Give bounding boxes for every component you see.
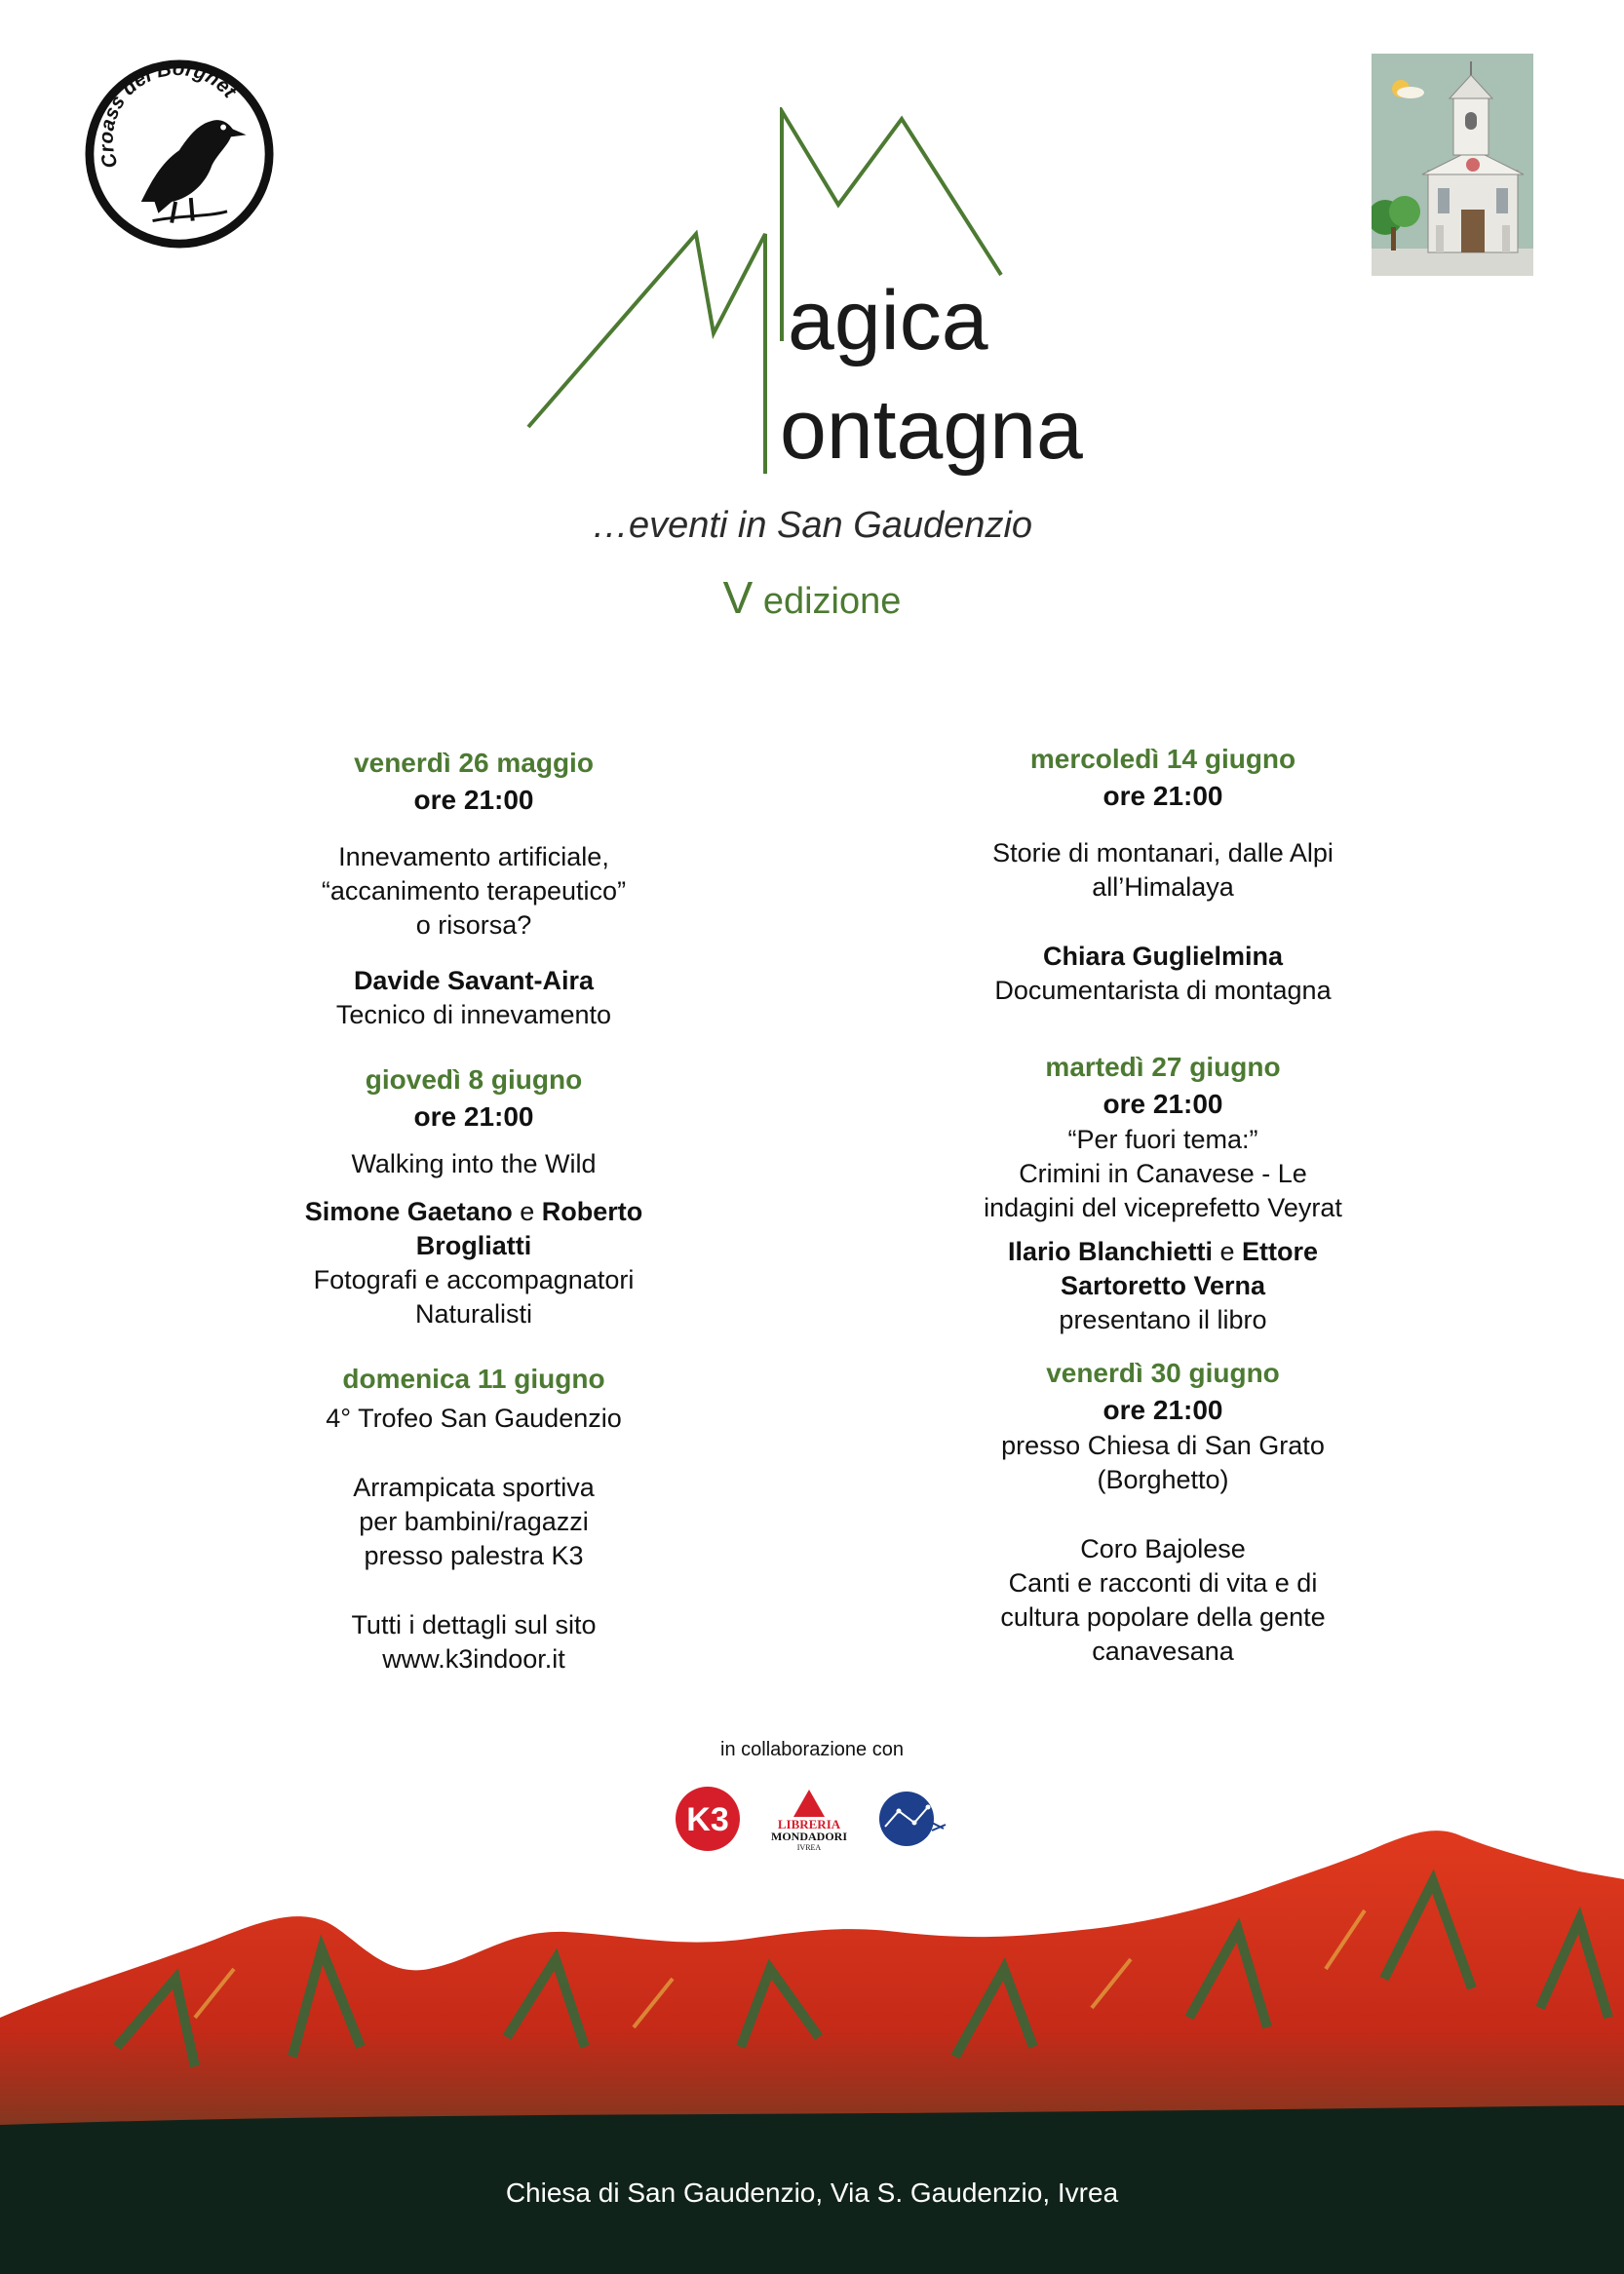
event-block-30-giugno xyxy=(909,1355,1416,1669)
footer-address: Chiesa di San Gaudenzio, Via S. Gaudenzio, Ivrea xyxy=(505,2178,1119,2208)
event-role: Tecnico di innevamento xyxy=(335,1000,612,1029)
event-speakers xyxy=(220,1195,727,1229)
k3-logo-text: K3 xyxy=(686,1801,729,1838)
event-block-11-giugno xyxy=(220,1361,727,1677)
event-desc-line: presso palestra K3 xyxy=(364,1541,584,1570)
event-desc-line: per bambini/ragazzi xyxy=(359,1507,589,1536)
event-title-line: “accanimento terapeutico” xyxy=(321,876,627,906)
event-role: presentano il libro xyxy=(1059,1305,1267,1334)
event-title-line: o risorsa? xyxy=(415,910,532,940)
event-speaker: Chiara Guglielmina xyxy=(1042,942,1284,971)
speaker-conjunction: e xyxy=(520,1197,535,1226)
event-title-line: “Per fuori tema:” xyxy=(1067,1125,1258,1154)
event-role: Documentarista di montagna xyxy=(994,976,1332,1005)
title-word-magica: agica xyxy=(788,274,988,367)
event-title-line: Storie di montanari, dalle Alpi xyxy=(992,838,1334,867)
church-illustration xyxy=(1372,54,1533,276)
event-desc-line: Tutti i dettagli sul sito xyxy=(351,1610,597,1639)
event-block-26-maggio xyxy=(220,745,727,1032)
event-block-8-giugno xyxy=(220,1061,727,1331)
speaker-name: Roberto xyxy=(541,1197,643,1226)
event-location-line: (Borghetto) xyxy=(1097,1465,1229,1494)
event-desc-line: Canti e racconti di vita e di xyxy=(1008,1568,1318,1598)
event-location-line: presso Chiesa di San Grato xyxy=(1001,1431,1325,1460)
event-date: giovedì 8 giugno xyxy=(365,1064,583,1095)
mondadori-logo-text: MONDADORI xyxy=(771,1830,847,1843)
event-block-14-giugno xyxy=(909,741,1416,1008)
k3-logo xyxy=(676,1787,740,1851)
event-date: domenica 11 giugno xyxy=(342,1364,605,1394)
event-speakers xyxy=(909,1235,1416,1269)
event-title: Walking into the Wild xyxy=(351,1149,597,1178)
event-time: ore 21:00 xyxy=(1102,1089,1223,1119)
event-title-line: Innevamento artificiale, xyxy=(338,842,609,871)
event-desc-line: cultura popolare della gente xyxy=(1000,1602,1326,1632)
event-desc-line: canavesana xyxy=(1092,1637,1234,1666)
event-time: ore 21:00 xyxy=(1102,781,1223,811)
event-title-line: Crimini in Canavese - Le xyxy=(1019,1159,1307,1188)
event-role-line: Fotografi e accompagnatori xyxy=(313,1265,635,1294)
event-time: ore 21:00 xyxy=(413,1101,534,1132)
speaker-name: Ilario Blanchietti xyxy=(1007,1237,1213,1266)
edition-word: edizione xyxy=(762,581,902,622)
astronomy-association-logo xyxy=(879,1792,946,1846)
edition-label xyxy=(0,571,1624,624)
speaker-name: Simone Gaetano xyxy=(304,1197,513,1226)
speaker-name: Brogliatti xyxy=(415,1231,532,1260)
libreria-mondadori-logo xyxy=(771,1790,847,1852)
croass-del-borghet-logo xyxy=(84,58,275,250)
event-title: 4° Trofeo San Gaudenzio xyxy=(326,1404,622,1433)
event-date: venerdì 30 giugno xyxy=(1046,1358,1280,1388)
collaboration-label: in collaborazione con xyxy=(720,1739,904,1760)
title-word-montagna: ontagna xyxy=(780,383,1083,477)
event-speaker: Davide Savant-Aira xyxy=(353,966,595,995)
edition-roman: V xyxy=(722,572,754,623)
event-time: ore 21:00 xyxy=(1102,1395,1223,1425)
event-desc-line: Arrampicata sportiva xyxy=(353,1473,595,1502)
event-date: venerdì 26 maggio xyxy=(354,748,594,778)
event-time: ore 21:00 xyxy=(413,785,534,815)
event-date: mercoledì 14 giugno xyxy=(1029,744,1296,774)
speaker-name: Sartoretto Verna xyxy=(1060,1271,1266,1300)
speaker-name: Ettore xyxy=(1242,1237,1319,1266)
partner-logos xyxy=(673,1784,965,1854)
event-role-line: Naturalisti xyxy=(414,1299,533,1329)
events-column-right xyxy=(909,741,1416,1669)
event-block-27-giugno xyxy=(909,1049,1416,1337)
event-desc-line: Coro Bajolese xyxy=(1080,1534,1246,1563)
subtitle: …eventi in San Gaudenzio xyxy=(591,505,1033,546)
events-column-left xyxy=(220,745,727,1677)
speaker-conjunction: e xyxy=(1219,1237,1235,1266)
libreria-logo-text: LIBRERIA xyxy=(777,1817,841,1831)
event-date: martedì 27 giugno xyxy=(1045,1052,1281,1082)
event-title-line: all’Himalaya xyxy=(1092,872,1234,902)
event-website: www.k3indoor.it xyxy=(382,1644,565,1674)
event-title-line: indagini del viceprefetto Veyrat xyxy=(984,1193,1342,1222)
ivrea-logo-text: IVREA xyxy=(796,1843,822,1852)
croass-logo-text: Croass del Borghet xyxy=(95,58,242,172)
